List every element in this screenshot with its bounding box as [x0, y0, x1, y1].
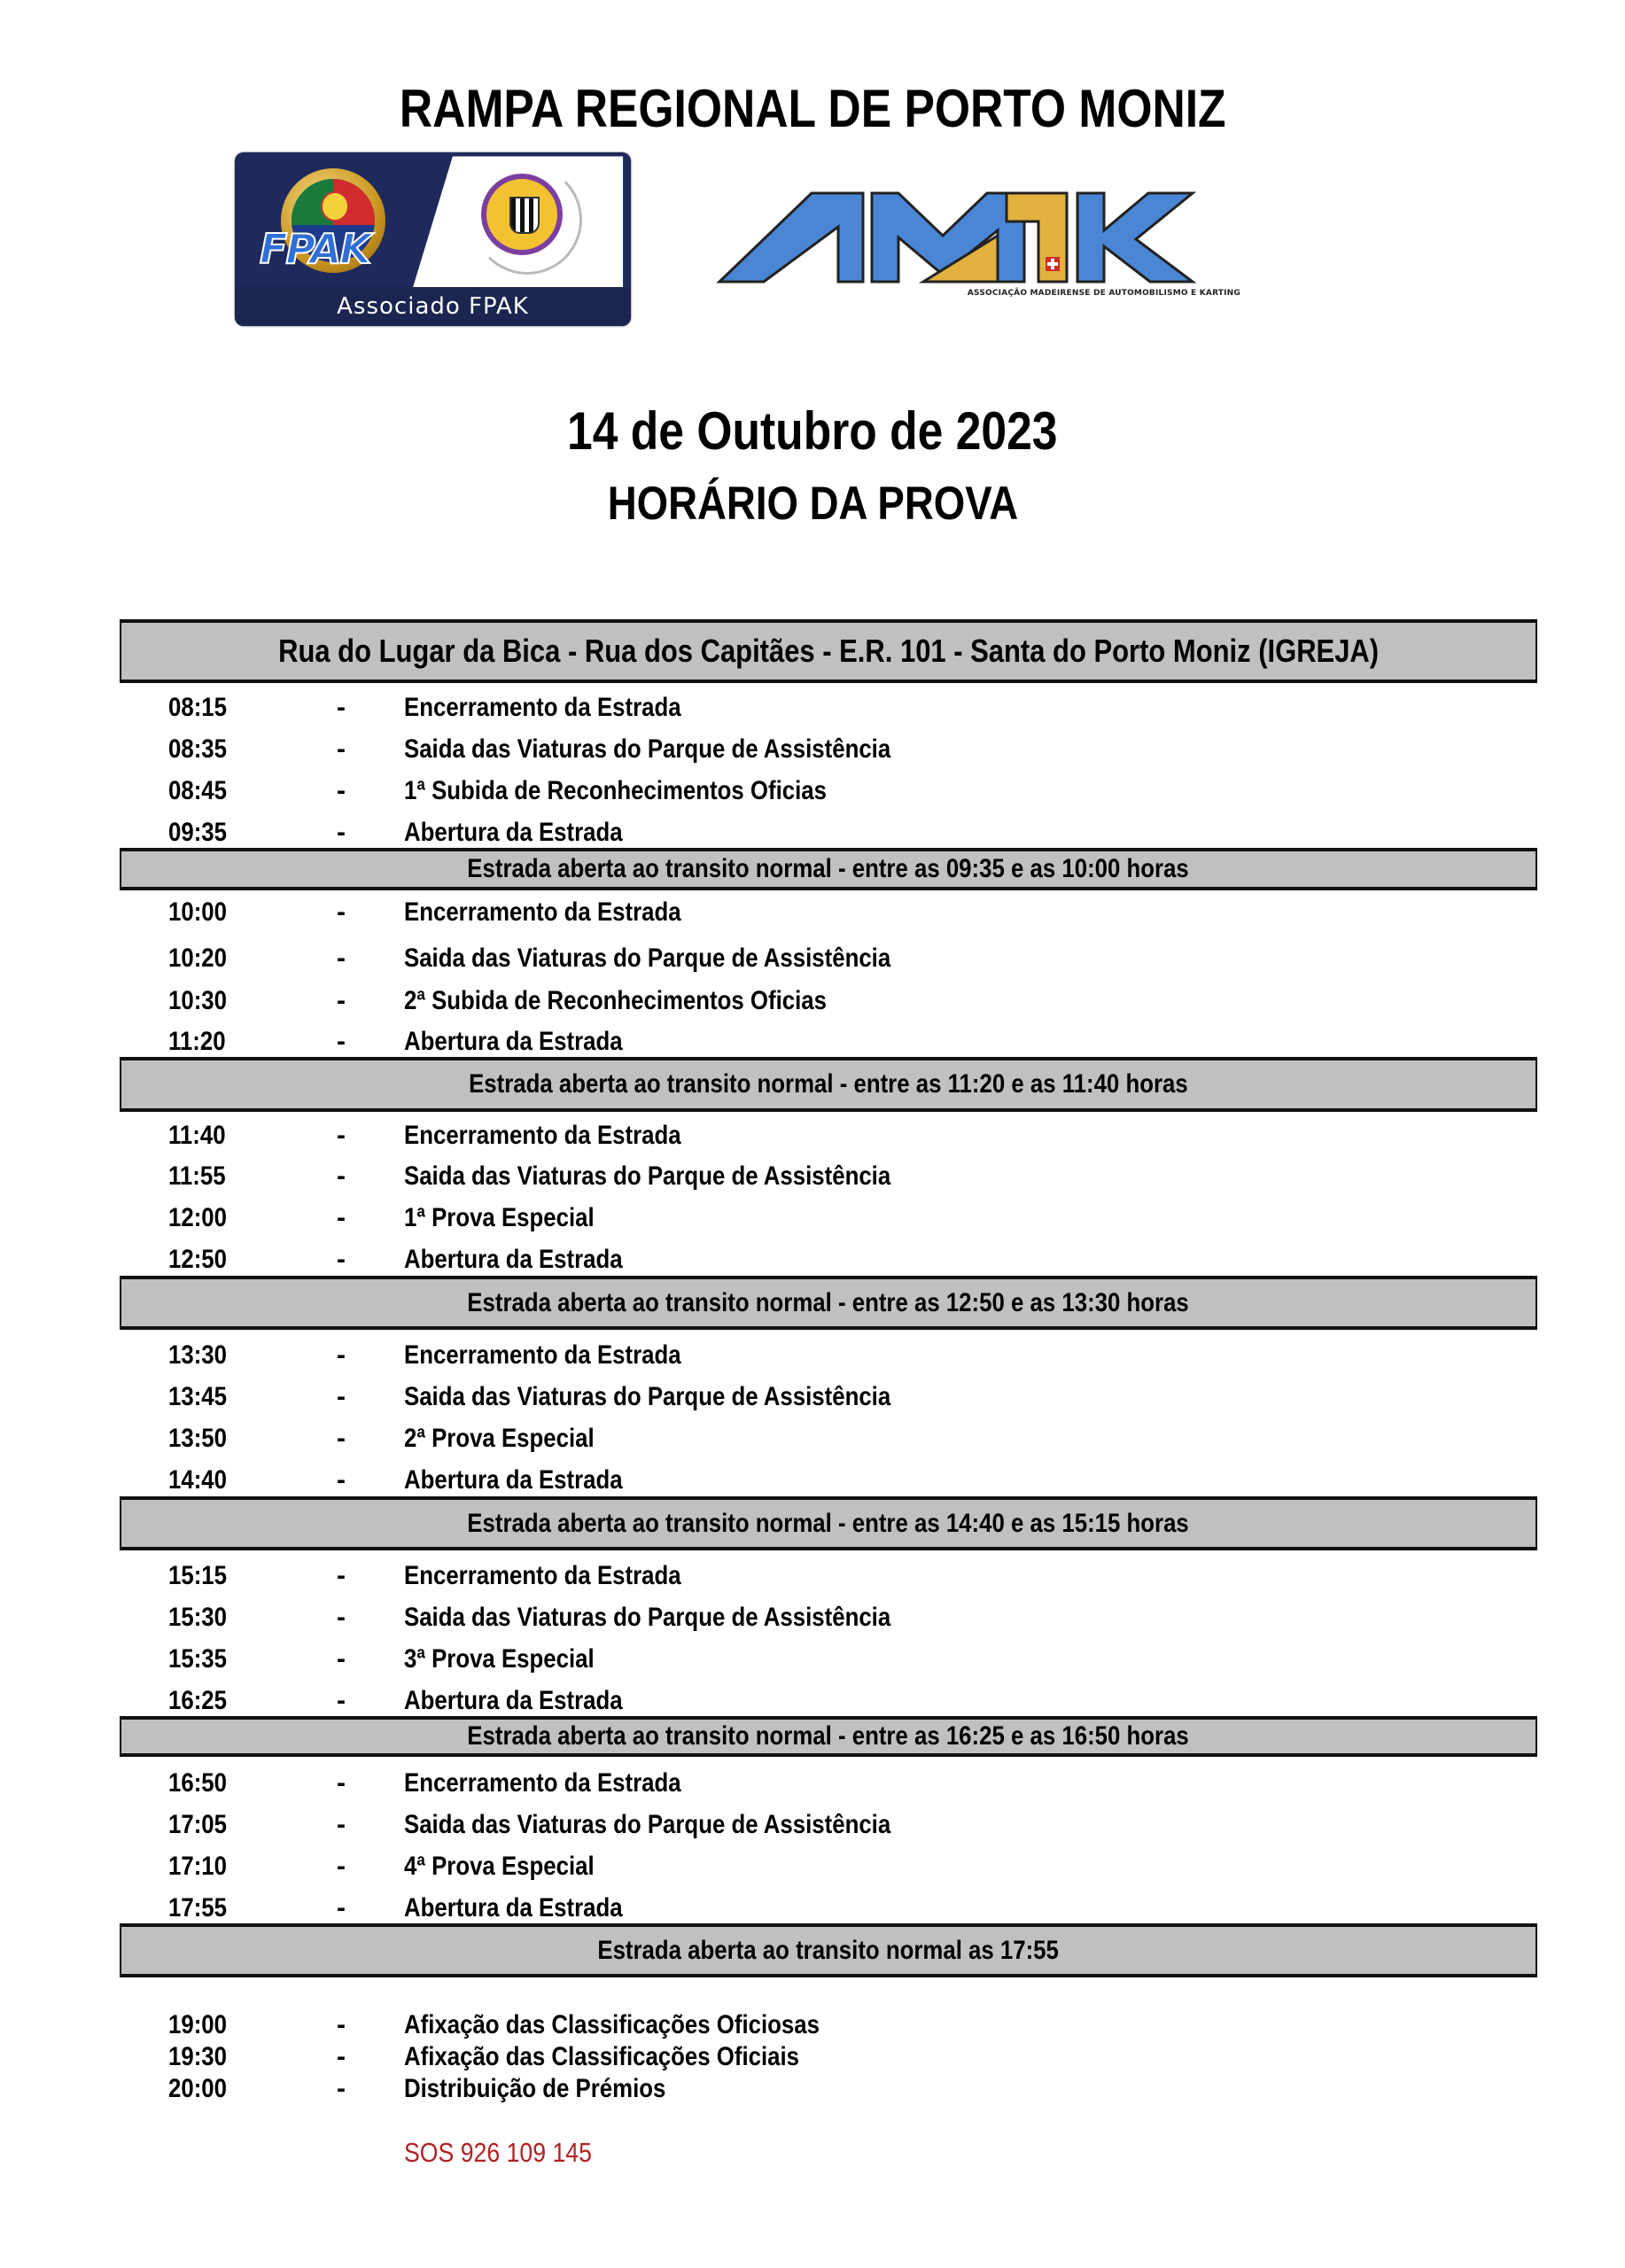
amak-caption: ASSOCIAÇÃO MADEIRENSE DE AUTOMOBILISMO E KARTING	[967, 289, 1240, 298]
schedule-time: 13:50	[168, 1424, 227, 1453]
road-open-text: Estrada aberta ao transito normal - entre as 11:20 e as 11:40 horas	[469, 1069, 1188, 1099]
schedule-separator: -	[337, 1686, 346, 1715]
schedule-time: 20:00	[168, 2074, 227, 2103]
schedule-separator: -	[337, 1768, 346, 1798]
schedule-time: 16:25	[168, 1686, 227, 1715]
schedule-row	[0, 773, 1625, 809]
schedule-event: Encerramento da Estrada	[404, 1561, 681, 1590]
road-open-band	[120, 1276, 1537, 1330]
schedule-event: Saida das Viaturas do Parque de Assistência	[404, 1810, 891, 1839]
event-date-text: 14 de Outubro de 2023	[567, 401, 1058, 461]
schedule-event: 3ª Prova Especial	[404, 1644, 595, 1674]
schedule-time: 13:45	[168, 1382, 227, 1411]
schedule-time: 10:20	[168, 944, 227, 973]
schedule-event: Abertura da Estrada	[404, 1465, 623, 1495]
road-open-band	[120, 1716, 1537, 1757]
schedule-event: Afixação das Classificações Oficiosas	[404, 2010, 820, 2039]
schedule-row	[0, 1338, 1625, 1373]
schedule-time: 15:35	[168, 1644, 227, 1674]
schedule-separator: -	[337, 1561, 346, 1590]
schedule-separator: -	[337, 693, 346, 722]
document-title	[0, 78, 1625, 139]
schedule-separator: -	[337, 1603, 346, 1632]
schedule-event: Encerramento da Estrada	[404, 693, 681, 722]
schedule-time: 15:30	[168, 1603, 227, 1632]
schedule-event: Abertura da Estrada	[404, 1893, 623, 1922]
schedule-event: Distribuição de Prémios	[404, 2074, 666, 2103]
schedule-time: 17:10	[168, 1852, 227, 1881]
schedule-time: 15:15	[168, 1561, 227, 1590]
schedule-separator: -	[337, 1465, 346, 1495]
club-nacional-badge-icon	[481, 174, 563, 255]
schedule-row	[0, 1558, 1625, 1594]
road-open-text: Estrada aberta ao transito normal - entre as 14:40 e as 15:15 horas	[467, 1508, 1190, 1538]
document-title-text: RAMPA REGIONAL DE PORTO MONIZ	[399, 79, 1226, 138]
schedule-separator: -	[337, 1161, 346, 1191]
schedule-event: Afixação das Classificações Oficiais	[404, 2042, 800, 2071]
schedule-event: Abertura da Estrada	[404, 1686, 623, 1715]
schedule-event: Saida das Viaturas do Parque de Assistência	[404, 734, 891, 764]
schedule-row	[0, 1024, 1625, 1060]
schedule-row	[0, 1766, 1625, 1801]
amak-logo	[714, 186, 1240, 298]
schedule-separator: -	[337, 1424, 346, 1453]
road-open-text: Estrada aberta ao transito normal - entre as 09:35 e as 10:00 horas	[467, 854, 1190, 883]
schedule-separator: -	[337, 2042, 346, 2071]
schedule-event: Saida das Viaturas do Parque de Assistência	[404, 1382, 891, 1411]
schedule-separator: -	[337, 1121, 346, 1150]
road-open-text: Estrada aberta ao transito normal - entre as 16:25 e as 16:50 horas	[467, 1721, 1190, 1751]
schedule-separator: -	[337, 1893, 346, 1922]
schedule-row	[0, 1118, 1625, 1153]
schedule-separator: -	[337, 1027, 346, 1056]
schedule-time: 19:00	[168, 2010, 227, 2039]
schedule-row	[0, 983, 1625, 1019]
fpak-footer-text: Associado FPAK	[337, 293, 529, 320]
schedule-time: 08:45	[168, 776, 227, 805]
closing-row	[0, 2008, 1625, 2043]
schedule-separator: -	[337, 776, 346, 805]
schedule-row	[0, 1807, 1625, 1843]
schedule-event: 1ª Subida de Reconhecimentos Oficias	[404, 776, 827, 805]
schedule-row	[0, 1891, 1625, 1926]
schedule-subtitle	[0, 477, 1625, 531]
schedule-row	[0, 1683, 1625, 1719]
schedule-separator: -	[337, 1340, 346, 1370]
fpak-wordmark: FPAK	[260, 225, 370, 273]
schedule-event: 1ª Prova Especial	[404, 1203, 595, 1232]
schedule-time: 11:20	[168, 1027, 226, 1056]
schedule-separator: -	[337, 1810, 346, 1839]
schedule-time: 11:40	[168, 1121, 226, 1150]
schedule-time: 10:30	[168, 986, 227, 1015]
fpak-associate-logo	[235, 152, 631, 326]
schedule-row	[0, 815, 1625, 850]
schedule-time: 10:00	[168, 897, 227, 927]
schedule-time: 12:50	[168, 1245, 227, 1274]
schedule-row	[0, 1463, 1625, 1498]
schedule-separator: -	[337, 944, 346, 973]
sos-phone: SOS 926 109 145	[404, 2137, 592, 2168]
amak-wordmark-icon	[714, 186, 1240, 298]
road-open-band	[120, 1496, 1537, 1550]
event-date	[0, 400, 1625, 462]
schedule-time: 08:35	[168, 734, 227, 764]
striped-shield-icon	[509, 197, 540, 234]
schedule-event: 2ª Subida de Reconhecimentos Oficias	[404, 986, 827, 1015]
schedule-row	[0, 1600, 1625, 1635]
schedule-time: 13:30	[168, 1340, 227, 1370]
schedule-subtitle-text: HORÁRIO DA PROVA	[607, 478, 1018, 530]
schedule-row	[0, 941, 1625, 976]
road-open-text: Estrada aberta ao transito normal as 17:55	[597, 1935, 1060, 1965]
portugal-shield-icon	[321, 191, 349, 221]
schedule-time: 16:50	[168, 1768, 227, 1798]
schedule-separator: -	[337, 734, 346, 764]
schedule-time: 17:05	[168, 1810, 227, 1839]
road-open-band	[120, 848, 1537, 890]
schedule-event: Abertura da Estrada	[404, 818, 623, 847]
schedule-time: 19:30	[168, 2042, 227, 2071]
schedule-time: 08:15	[168, 693, 227, 722]
schedule-event: Abertura da Estrada	[404, 1245, 623, 1274]
schedule-event: Saida das Viaturas do Parque de Assistência	[404, 1161, 891, 1191]
schedule-event: Saida das Viaturas do Parque de Assistência	[404, 1603, 891, 1632]
schedule-event: Saida das Viaturas do Parque de Assistência	[404, 944, 891, 973]
schedule-row	[0, 1379, 1625, 1415]
schedule-row	[0, 1421, 1625, 1456]
schedule-row	[0, 1159, 1625, 1194]
fpak-logo-footer	[235, 287, 631, 326]
closing-row	[0, 2071, 1625, 2107]
schedule-row	[0, 1200, 1625, 1236]
schedule-separator: -	[337, 2074, 346, 2103]
schedule-separator: -	[337, 1644, 346, 1674]
schedule-separator: -	[337, 1852, 346, 1881]
schedule-event: Abertura da Estrada	[404, 1027, 623, 1056]
schedule-time: 17:55	[168, 1893, 227, 1922]
schedule-row	[0, 690, 1625, 726]
road-open-band	[120, 1923, 1537, 1977]
schedule-row	[0, 1849, 1625, 1884]
route-header-text: Rua do Lugar da Bica - Rua dos Capitães - E.R. 101 - Santa do Porto Moniz (IGREJA)	[277, 633, 1380, 669]
schedule-row	[0, 1642, 1625, 1677]
schedule-time: 12:00	[168, 1203, 227, 1232]
schedule-separator: -	[337, 818, 346, 847]
schedule-separator: -	[337, 1382, 346, 1411]
schedule-event: Encerramento da Estrada	[404, 897, 681, 927]
schedule-separator: -	[337, 2010, 346, 2039]
road-open-band	[120, 1057, 1537, 1112]
schedule-event: Encerramento da Estrada	[404, 1340, 681, 1370]
schedule-time: 11:55	[168, 1161, 226, 1191]
schedule-time: 14:40	[168, 1465, 227, 1495]
closing-row	[0, 2039, 1625, 2075]
schedule-event: 2ª Prova Especial	[404, 1424, 595, 1453]
schedule-event: Encerramento da Estrada	[404, 1121, 681, 1150]
schedule-event: 4ª Prova Especial	[404, 1852, 595, 1881]
schedule-separator: -	[337, 897, 346, 927]
schedule-time: 09:35	[168, 818, 227, 847]
schedule-separator: -	[337, 986, 346, 1015]
schedule-event: Encerramento da Estrada	[404, 1768, 681, 1798]
road-open-text: Estrada aberta ao transito normal - entre as 12:50 e as 13:30 horas	[467, 1287, 1190, 1317]
schedule-row	[0, 1242, 1625, 1278]
schedule-separator: -	[337, 1245, 346, 1274]
schedule-row	[0, 732, 1625, 767]
schedule-separator: -	[337, 1203, 346, 1232]
route-header-band	[120, 619, 1537, 683]
schedule-row	[0, 895, 1625, 930]
